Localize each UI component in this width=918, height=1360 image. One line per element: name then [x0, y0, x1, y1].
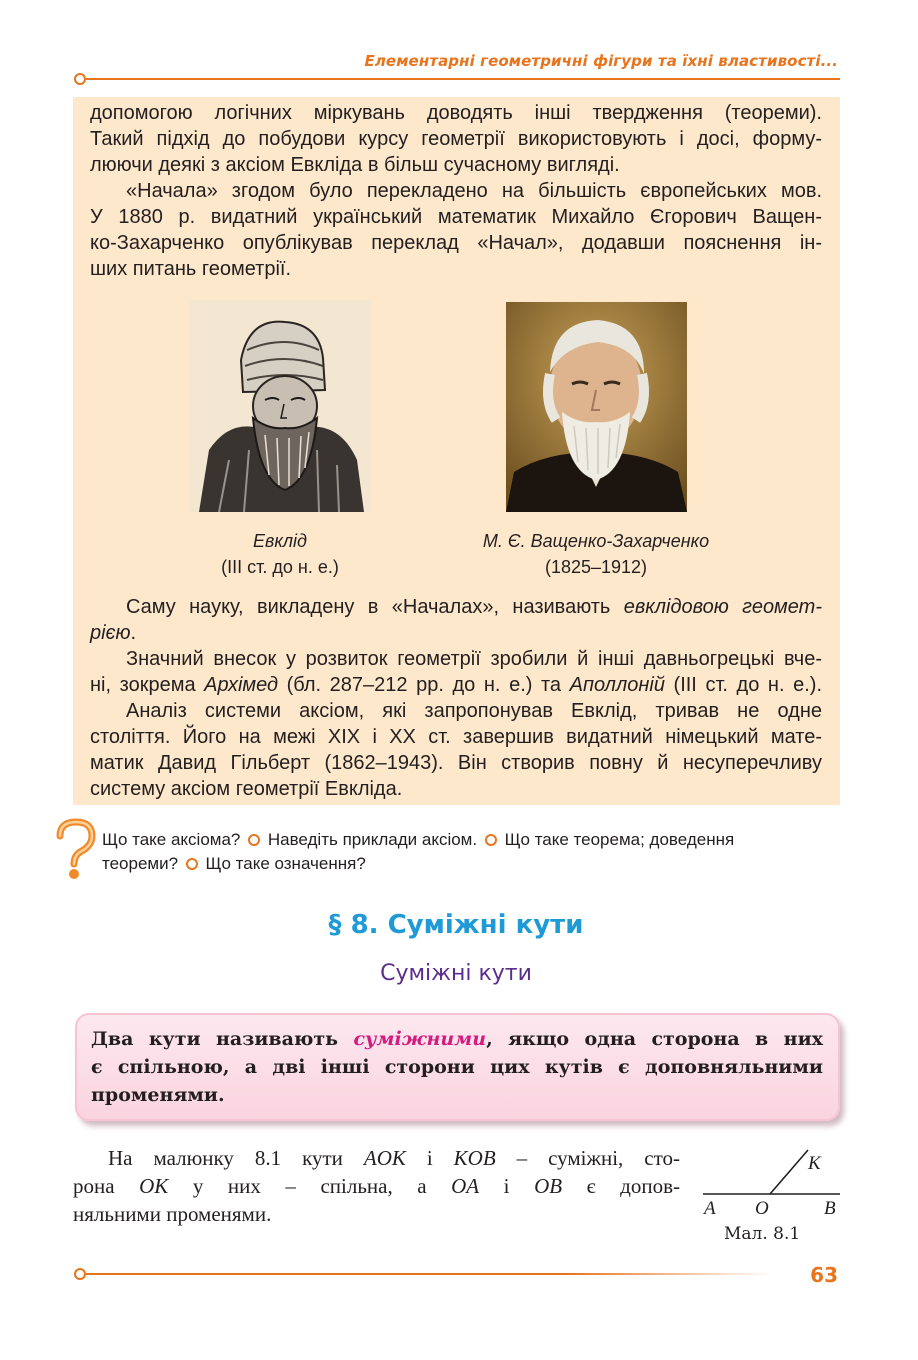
explanation-paragraph — [73, 1144, 680, 1228]
text-line: люючи деякі з аксіом Евкліда в більш сучасному вигляді. — [90, 154, 620, 176]
text-line: Значний внесок у розвиток геометрії зробили й інші давньогрецькі вче- — [126, 648, 822, 670]
label-o: O — [755, 1198, 769, 1219]
ring-icon — [74, 73, 86, 85]
text-run: – суміжні, сто- — [495, 1146, 680, 1170]
question-3-cont: теореми? — [102, 854, 179, 873]
label-a: A — [704, 1198, 716, 1219]
name-archimedes: Архімед — [204, 674, 279, 696]
text-line — [73, 1172, 680, 1200]
text-run: На малюнку 8.1 кути — [108, 1146, 364, 1170]
history-paragraph-2 — [90, 178, 822, 282]
text-line — [91, 1025, 823, 1053]
text-line: Такий підхід до побудови курсу геометрії використовують і досі, форму- — [90, 128, 822, 150]
vashchenko-caption — [456, 528, 736, 580]
review-questions — [102, 828, 842, 876]
text-run: є допов- — [562, 1174, 680, 1198]
text-line: ших питань геометрії. — [90, 258, 292, 280]
top-rule — [74, 73, 840, 85]
term-euclidean-geometry: рією — [90, 622, 131, 644]
ring-bullet-icon — [186, 858, 198, 870]
definition-box — [75, 1013, 840, 1121]
label-k: K — [808, 1153, 821, 1174]
ring-icon — [74, 1268, 86, 1280]
ring-bullet-icon — [248, 834, 260, 846]
text-line: променями. — [91, 1084, 225, 1106]
rule-line — [86, 78, 840, 80]
text-line — [90, 594, 822, 620]
text-line: допомогою логічних міркувань доводять інші твердження (теореми). — [90, 102, 822, 124]
term-adjacent: суміжними — [353, 1028, 487, 1050]
ray-ok-line — [770, 1150, 808, 1194]
term-euclidean-geometry: евклідовою геомет- — [623, 596, 822, 618]
history-paragraph-5 — [90, 698, 822, 802]
text-line: Аналіз системи аксіом, які запропонував Евклід, тривав не одне — [126, 700, 822, 722]
text-line: «Начала» згодом було перекладено на більшість європейських мов. — [126, 180, 822, 202]
text-run: і — [405, 1146, 454, 1170]
portrait-name: М. Є. Ващенко-Захарченко — [482, 531, 710, 551]
name-apollonius: Аполлоній — [569, 674, 665, 696]
ray-oa: OA — [451, 1174, 480, 1198]
ring-bullet-icon — [485, 834, 497, 846]
subsection-title: Суміжні кути — [380, 961, 532, 986]
text-run: у них – спільна, а — [168, 1174, 452, 1198]
portrait-dates: (1825–1912) — [544, 557, 648, 577]
text-line: є спільною, а дві інші сторони цих кутів є доповняльними — [91, 1056, 823, 1078]
text-line — [90, 672, 822, 698]
question-mark-icon — [50, 818, 98, 880]
running-head: Елементарні геометричні фігури та їхні властивості... — [364, 52, 838, 70]
text-run: і — [479, 1174, 535, 1198]
text-line: матик Давид Гільберт (1862–1943). Він створив повну й несуперечливу — [90, 752, 822, 774]
text-line: століття. Його на межі XIX і XX ст. завершив видатний німецький мате- — [90, 726, 822, 748]
text-line: систему аксіом геометрії Евкліда. — [90, 778, 403, 800]
section-title: § 8. Суміжні кути — [328, 910, 584, 940]
question-4: Що таке означення? — [205, 854, 366, 873]
question-3: Що таке теорема; доведення — [504, 830, 735, 849]
text-run: ні, зокрема — [90, 674, 205, 696]
history-paragraph-1 — [90, 100, 822, 178]
ray-ob: OB — [534, 1174, 563, 1198]
text-line: У 1880 р. видатний український математик Михайло Єгорович Ващен- — [90, 206, 822, 228]
euclid-portrait — [189, 300, 371, 512]
text-line: няльними променями. — [73, 1202, 272, 1226]
text-run: Два кути називають — [91, 1028, 354, 1050]
definition-text — [91, 1025, 823, 1109]
text-line — [108, 1144, 680, 1172]
label-b: B — [824, 1198, 836, 1219]
portrait-name: Евклід — [253, 531, 307, 551]
portrait-dates: (III ст. до н. е.) — [221, 557, 339, 577]
question-2: Наведіть приклади аксіом. — [267, 830, 478, 849]
text-line: ко-Захарченко опублікував переклад «Начал», додавши пояснення ін- — [90, 232, 822, 254]
text-run: , якщо одна сторона в них — [486, 1028, 823, 1050]
history-paragraph-4 — [90, 646, 822, 698]
history-paragraph-3 — [90, 594, 822, 646]
text-line — [90, 620, 822, 646]
ray-ok: OK — [139, 1174, 169, 1198]
angle-kob: KOB — [453, 1146, 496, 1170]
rule-line — [86, 1273, 774, 1275]
text-run: . — [130, 622, 137, 644]
page-number: 63 — [810, 1263, 838, 1287]
euclid-caption — [190, 528, 370, 580]
text-run: (III ст. до н. е.). — [664, 674, 822, 696]
angle-aok: AOK — [363, 1146, 406, 1170]
vashchenko-zakharchenko-portrait — [506, 302, 687, 512]
figure-caption: Мал. 8.1 — [724, 1224, 801, 1244]
text-run: Саму науку, викладену в «Началах», називають — [126, 596, 624, 618]
bottom-rule — [74, 1268, 774, 1280]
text-run: (бл. 287–212 рр. до н. е.) та — [278, 674, 570, 696]
question-1: Що таке аксіома? — [102, 830, 241, 849]
text-run: рона — [73, 1174, 140, 1198]
